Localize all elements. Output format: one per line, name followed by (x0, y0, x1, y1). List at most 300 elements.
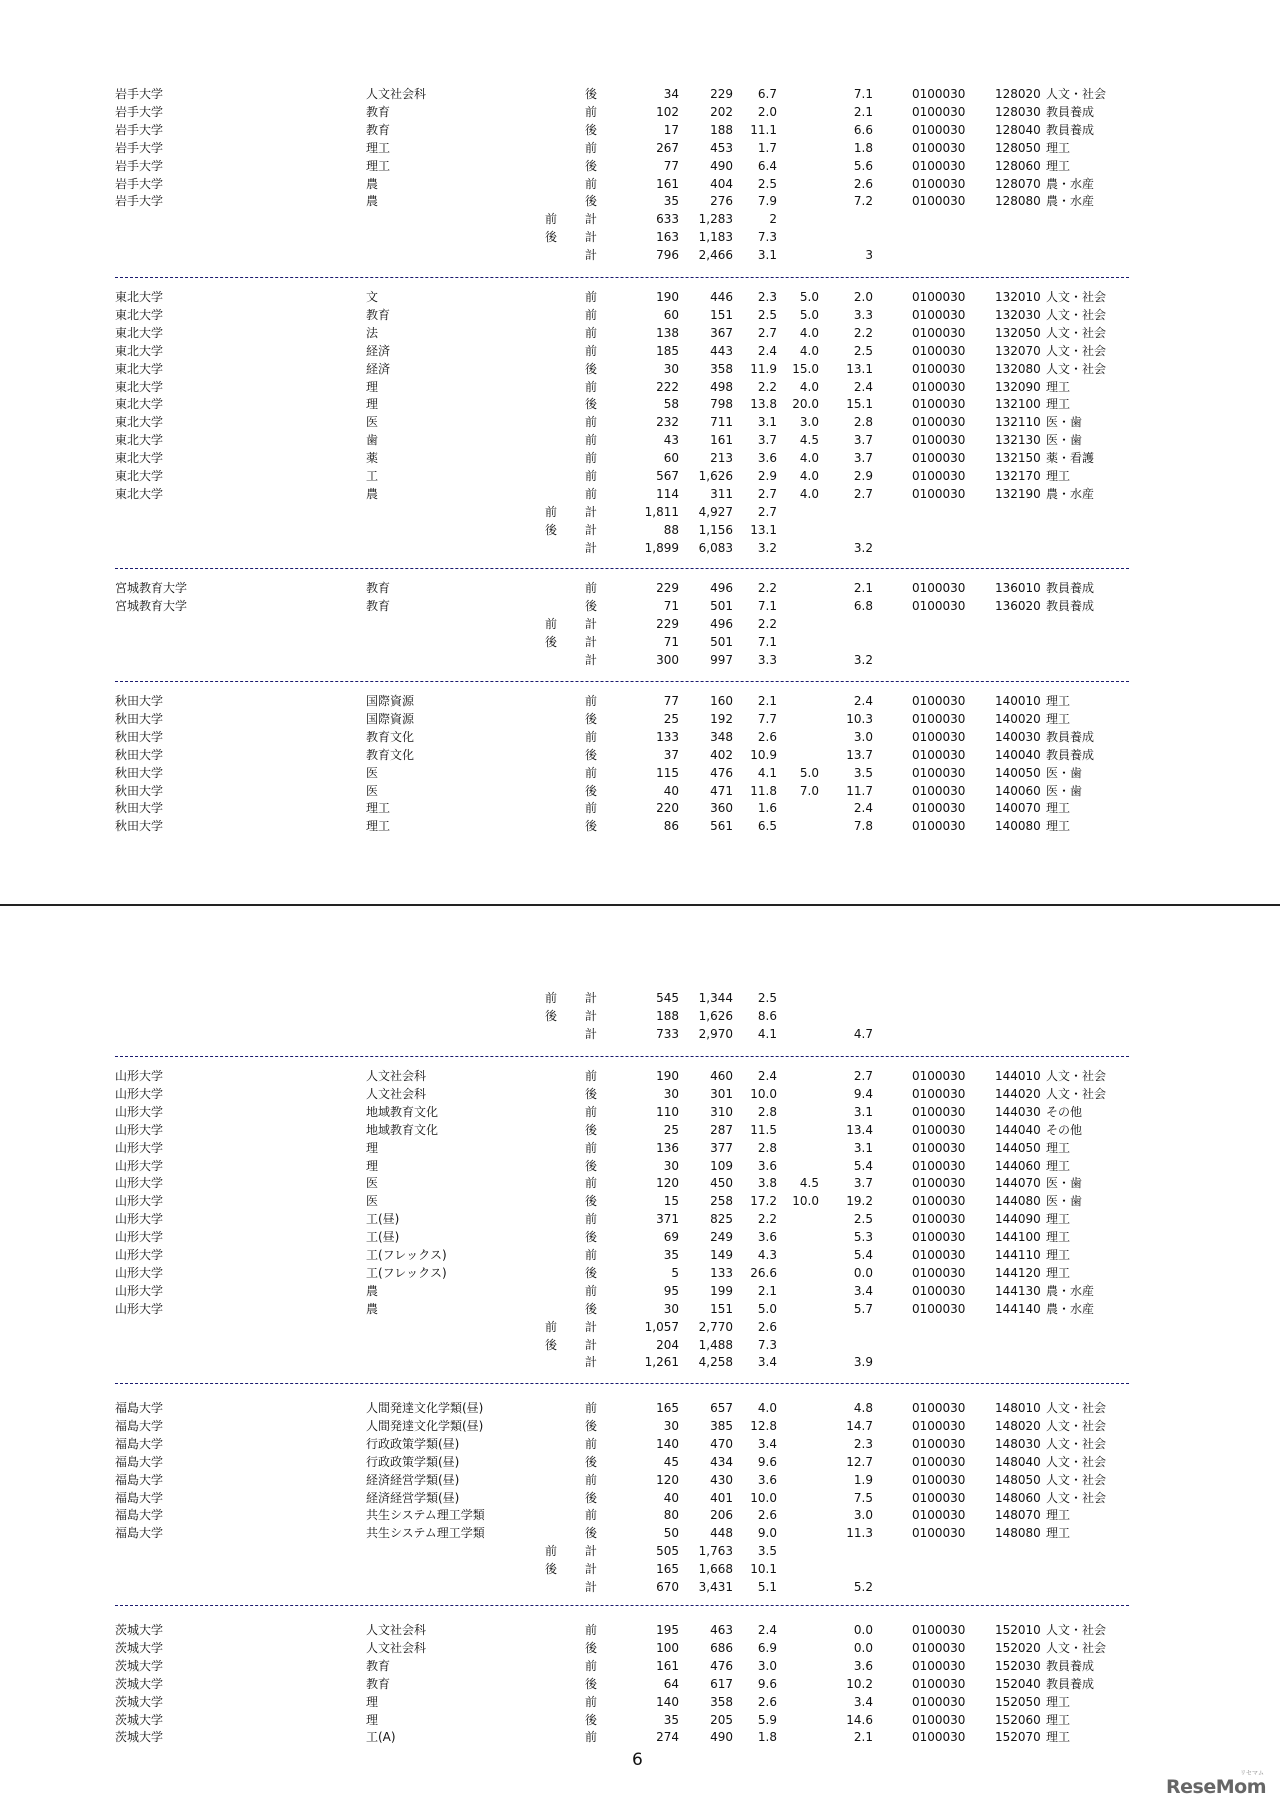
schedule-cell: 後 (585, 1490, 598, 1505)
dept-code-cell: 152040 (995, 1676, 1041, 1691)
ratio-cell: 4.0 (757, 1401, 777, 1415)
field-cell: 理工 (1046, 1212, 1071, 1227)
code-cell: 0100030 (912, 581, 966, 595)
applicants-cell: 358 (710, 1694, 733, 1709)
university-cell: 東北大学 (115, 307, 164, 322)
ratio-cell: 2.7 (757, 504, 777, 519)
field-cell: 理工 (1046, 1265, 1071, 1280)
field-cell: 理工 (1046, 694, 1071, 708)
ratio-cell: 11.5 (750, 1122, 777, 1137)
code-cell: 0100030 (912, 819, 966, 834)
field-cell: 農・水産 (1046, 1301, 1095, 1316)
faculty-cell: 工 (366, 469, 379, 483)
field-cell: 理工 (1046, 1730, 1071, 1745)
capacity-cell: 185 (656, 343, 679, 358)
code-cell: 0100030 (912, 729, 966, 744)
table-row (0, 1418, 1280, 1435)
ratio-cell: 2.9 (757, 469, 777, 483)
table-row (0, 176, 1280, 193)
code-cell: 0100030 (912, 433, 966, 448)
ratio-cell: 6.9 (757, 1640, 777, 1655)
dept-code-cell: 152020 (995, 1640, 1041, 1655)
table-row (0, 1158, 1280, 1175)
table-row (0, 1472, 1280, 1489)
table-row (0, 122, 1280, 139)
schedule-cell: 後 (585, 1640, 598, 1655)
faculty-cell: 農 (366, 176, 379, 191)
faculty-cell: 医 (366, 1176, 379, 1191)
faculty-cell: 農 (366, 486, 379, 501)
code-cell: 0100030 (912, 747, 966, 762)
code-cell: 0100030 (912, 1122, 966, 1137)
ratio-cell: 2.2 (757, 616, 777, 631)
dept-code-cell: 144120 (995, 1265, 1041, 1280)
applicants-cell: 2,770 (698, 1319, 733, 1334)
prev-ratio-cell: 5.4 (853, 1248, 873, 1262)
applicants-cell: 1,344 (698, 991, 733, 1005)
schedule-cell: 後 (585, 1301, 598, 1316)
schedule-cell: 後 (585, 1122, 598, 1137)
applicants-cell: 367 (710, 325, 733, 340)
dept-code-cell: 132050 (995, 325, 1041, 340)
code-cell: 0100030 (912, 783, 966, 798)
capacity-cell: 161 (656, 176, 679, 191)
code-cell: 0100030 (912, 379, 966, 394)
schedule-cell: 後 (585, 194, 598, 209)
prev-ratio-cell: 7.5 (853, 1490, 873, 1505)
university-cell: 茨城大学 (115, 1676, 164, 1691)
schedule-cell: 前 (585, 415, 598, 430)
prev-ratio-cell: 3.7 (853, 1176, 873, 1191)
capacity-cell: 140 (656, 1436, 679, 1451)
applicants-cell: 229 (710, 87, 733, 101)
capacity-cell: 45 (663, 1454, 679, 1469)
dept-code-cell: 144030 (995, 1104, 1041, 1119)
prev-ratio-cell: 13.4 (846, 1122, 873, 1137)
code-cell: 0100030 (912, 343, 966, 358)
phase-cell: 前 (545, 1319, 558, 1334)
faculty-cell: 共生システム理工学類 (366, 1526, 485, 1541)
multiplier-cell: 4.0 (799, 325, 819, 340)
capacity-cell: 30 (663, 1301, 679, 1316)
table-row (0, 598, 1280, 615)
field-cell: 人文・社会 (1046, 1086, 1107, 1101)
faculty-cell: 教育 (366, 581, 391, 595)
schedule-cell: 後 (585, 1158, 598, 1173)
prev-ratio-cell: 7.2 (853, 194, 873, 209)
table-row (0, 1729, 1280, 1746)
capacity-cell: 35 (663, 1248, 679, 1262)
ratio-cell: 6.4 (757, 158, 777, 173)
phase-cell: 後 (545, 1337, 558, 1352)
faculty-cell: 農 (366, 1283, 379, 1298)
dept-code-cell: 132070 (995, 343, 1041, 358)
prev-ratio-cell: 14.6 (846, 1712, 873, 1727)
ratio-cell: 3.6 (757, 1472, 777, 1487)
table-row (0, 1354, 1280, 1371)
section-divider (115, 1056, 1129, 1057)
multiplier-cell: 4.0 (799, 451, 819, 466)
ratio-cell: 9.6 (757, 1676, 777, 1691)
dept-code-cell: 140010 (995, 694, 1041, 708)
dept-code-cell: 144050 (995, 1140, 1041, 1155)
ratio-cell: 2.6 (757, 729, 777, 744)
university-cell: 福島大学 (115, 1472, 164, 1487)
applicants-cell: 1,668 (698, 1562, 733, 1577)
university-cell: 東北大学 (115, 361, 164, 376)
multiplier-cell: 15.0 (792, 361, 819, 376)
applicants-cell: 310 (710, 1104, 733, 1119)
multiplier-cell: 5.0 (799, 307, 819, 322)
phase-cell: 前 (545, 504, 558, 519)
prev-ratio-cell: 2.4 (853, 379, 873, 394)
code-cell: 0100030 (912, 1176, 966, 1191)
dept-code-cell: 144090 (995, 1212, 1041, 1227)
schedule-cell: 計 (585, 522, 598, 537)
ratio-cell: 2.5 (757, 991, 777, 1005)
schedule-cell: 計 (585, 1026, 598, 1041)
applicants-cell: 402 (710, 747, 733, 762)
applicants-cell: 446 (710, 290, 733, 304)
phase-cell: 後 (545, 230, 558, 245)
field-cell: 人文・社会 (1046, 1401, 1107, 1415)
field-cell: 教員養成 (1046, 747, 1095, 762)
table-row (0, 1561, 1280, 1578)
faculty-cell: 法 (366, 325, 379, 340)
faculty-cell: 行政政策学類(昼) (366, 1436, 460, 1451)
field-cell: 人文・社会 (1046, 1418, 1107, 1433)
table-row (0, 522, 1280, 539)
field-cell: 教員養成 (1046, 1658, 1095, 1673)
applicants-cell: 711 (710, 415, 733, 430)
dept-code-cell: 144100 (995, 1230, 1041, 1245)
university-cell: 山形大学 (115, 1194, 164, 1209)
code-cell: 0100030 (912, 87, 966, 101)
ratio-cell: 10.0 (750, 1086, 777, 1101)
field-cell: 人文・社会 (1046, 1436, 1107, 1451)
applicants-cell: 160 (710, 694, 733, 708)
schedule-cell: 計 (585, 540, 598, 555)
code-cell: 0100030 (912, 307, 966, 322)
capacity-cell: 69 (663, 1230, 679, 1245)
applicants-cell: 453 (710, 140, 733, 155)
field-cell: 人文・社会 (1046, 325, 1107, 340)
faculty-cell: 経済 (366, 343, 391, 358)
table-row (0, 580, 1280, 597)
table-row (0, 1579, 1280, 1596)
multiplier-cell: 4.0 (799, 486, 819, 501)
prev-ratio-cell: 3.6 (853, 1658, 873, 1673)
university-cell: 山形大学 (115, 1230, 164, 1245)
field-cell: 医・歯 (1046, 783, 1083, 798)
dept-code-cell: 136020 (995, 598, 1041, 613)
ratio-cell: 7.3 (757, 230, 777, 245)
table-row (0, 800, 1280, 817)
section-divider (115, 681, 1129, 682)
ratio-cell: 13.1 (750, 522, 777, 537)
prev-ratio-cell: 2.1 (853, 581, 873, 595)
capacity-cell: 120 (656, 1472, 679, 1487)
ratio-cell: 1.6 (757, 801, 777, 816)
dept-code-cell: 140020 (995, 711, 1041, 726)
faculty-cell: 工(A) (366, 1730, 396, 1745)
applicants-cell: 348 (710, 729, 733, 744)
university-cell: 福島大学 (115, 1401, 164, 1415)
faculty-cell: 地域教育文化 (366, 1122, 439, 1137)
table-row (0, 343, 1280, 360)
prev-ratio-cell: 15.1 (846, 397, 873, 412)
field-cell: 人文・社会 (1046, 361, 1107, 376)
resemom-logo (1166, 1770, 1266, 1798)
capacity-cell: 204 (656, 1337, 679, 1352)
ratio-cell: 2.6 (757, 1508, 777, 1523)
capacity-cell: 1,899 (644, 540, 679, 555)
capacity-cell: 567 (656, 469, 679, 483)
dept-code-cell: 128040 (995, 122, 1041, 137)
prev-ratio-cell: 3.9 (853, 1355, 873, 1370)
code-cell: 0100030 (912, 397, 966, 412)
capacity-cell: 1,057 (644, 1319, 679, 1334)
faculty-cell: 農 (366, 194, 379, 209)
dept-code-cell: 136010 (995, 581, 1041, 595)
table-row (0, 990, 1280, 1007)
university-cell: 秋田大学 (115, 747, 164, 762)
applicants-cell: 434 (710, 1454, 733, 1469)
dept-code-cell: 132030 (995, 307, 1041, 322)
dept-code-cell: 132170 (995, 469, 1041, 483)
capacity-cell: 114 (656, 486, 679, 501)
ratio-cell: 11.8 (750, 783, 777, 798)
dept-code-cell: 132080 (995, 361, 1041, 376)
capacity-cell: 733 (656, 1026, 679, 1041)
prev-ratio-cell: 3.3 (853, 307, 873, 322)
capacity-cell: 195 (656, 1623, 679, 1637)
code-cell: 0100030 (912, 1194, 966, 1209)
phase-cell: 前 (545, 616, 558, 631)
multiplier-cell: 4.0 (799, 379, 819, 394)
university-cell: 福島大学 (115, 1508, 164, 1523)
schedule-cell: 前 (585, 1140, 598, 1155)
prev-ratio-cell: 13.1 (846, 361, 873, 376)
field-cell: 理工 (1046, 711, 1071, 726)
applicants-cell: 463 (710, 1623, 733, 1637)
applicants-cell: 501 (710, 598, 733, 613)
university-cell: 岩手大学 (115, 158, 164, 173)
schedule-cell: 後 (585, 158, 598, 173)
faculty-cell: 医 (366, 783, 379, 798)
capacity-cell: 43 (663, 433, 679, 448)
multiplier-cell: 4.0 (799, 343, 819, 358)
faculty-cell: 理工 (366, 158, 391, 173)
schedule-cell: 前 (585, 469, 598, 483)
ratio-cell: 2.5 (757, 307, 777, 322)
table-row (0, 711, 1280, 728)
ratio-cell: 3.0 (757, 1658, 777, 1673)
prev-ratio-cell: 3.1 (853, 1140, 873, 1155)
faculty-cell: 工(昼) (366, 1230, 400, 1245)
dept-code-cell: 148070 (995, 1508, 1041, 1523)
prev-ratio-cell: 3 (865, 248, 873, 263)
field-cell: 教員養成 (1046, 598, 1095, 613)
code-cell: 0100030 (912, 1526, 966, 1541)
dept-code-cell: 144130 (995, 1283, 1041, 1298)
table-row (0, 361, 1280, 378)
university-cell: 東北大学 (115, 343, 164, 358)
prev-ratio-cell: 9.4 (853, 1086, 873, 1101)
dept-code-cell: 144080 (995, 1194, 1041, 1209)
university-cell: 福島大学 (115, 1418, 164, 1433)
table-row (0, 414, 1280, 431)
capacity-cell: 77 (663, 158, 679, 173)
ratio-cell: 2.2 (757, 379, 777, 394)
ratio-cell: 2.4 (757, 1623, 777, 1637)
faculty-cell: 共生システム理工学類 (366, 1508, 485, 1523)
code-cell: 0100030 (912, 361, 966, 376)
schedule-cell: 前 (585, 140, 598, 155)
capacity-cell: 88 (663, 522, 679, 537)
capacity-cell: 120 (656, 1176, 679, 1191)
faculty-cell: 教育文化 (366, 729, 415, 744)
applicants-cell: 1,626 (698, 1008, 733, 1023)
capacity-cell: 267 (656, 140, 679, 155)
table-row (0, 1008, 1280, 1025)
prev-ratio-cell: 5.7 (853, 1301, 873, 1316)
prev-ratio-cell: 2.4 (853, 801, 873, 816)
code-cell: 0100030 (912, 1623, 966, 1637)
applicants-cell: 657 (710, 1401, 733, 1415)
table-row (0, 1640, 1280, 1657)
applicants-cell: 1,763 (698, 1544, 733, 1559)
dept-code-cell: 144060 (995, 1158, 1041, 1173)
applicants-cell: 276 (710, 194, 733, 209)
table-row (0, 1283, 1280, 1300)
dept-code-cell: 132110 (995, 415, 1041, 430)
applicants-cell: 3,431 (698, 1580, 733, 1594)
table-row (0, 450, 1280, 467)
code-cell: 0100030 (912, 801, 966, 816)
table-row (0, 486, 1280, 503)
code-cell: 0100030 (912, 1676, 966, 1691)
ratio-cell: 3.8 (757, 1176, 777, 1191)
schedule-cell: 計 (585, 230, 598, 245)
code-cell: 0100030 (912, 1212, 966, 1227)
schedule-cell: 前 (585, 290, 598, 304)
capacity-cell: 71 (663, 598, 679, 613)
field-cell: 農・水産 (1046, 486, 1095, 501)
applicants-cell: 561 (710, 819, 733, 834)
schedule-cell: 前 (585, 343, 598, 358)
ratio-cell: 5.0 (757, 1301, 777, 1316)
schedule-cell: 後 (585, 397, 598, 412)
schedule-cell: 前 (585, 1104, 598, 1119)
schedule-cell: 後 (585, 598, 598, 613)
field-cell: 人文・社会 (1046, 87, 1107, 101)
code-cell: 0100030 (912, 176, 966, 191)
applicants-cell: 490 (710, 158, 733, 173)
capacity-cell: 64 (663, 1676, 679, 1691)
table-row (0, 1525, 1280, 1542)
table-row (0, 1104, 1280, 1121)
university-cell: 東北大学 (115, 433, 164, 448)
multiplier-cell: 4.5 (799, 433, 819, 448)
faculty-cell: 医 (366, 415, 379, 430)
field-cell: 医・歯 (1046, 765, 1083, 780)
multiplier-cell: 7.0 (799, 783, 819, 798)
table-row (0, 634, 1280, 651)
applicants-cell: 206 (710, 1508, 733, 1523)
capacity-cell: 1,811 (644, 504, 679, 519)
faculty-cell: 教育 (366, 307, 391, 322)
faculty-cell: 教育 (366, 122, 391, 137)
prev-ratio-cell: 3.1 (853, 1104, 873, 1119)
schedule-cell: 計 (585, 504, 598, 519)
prev-ratio-cell: 19.2 (846, 1194, 873, 1209)
applicants-cell: 311 (710, 486, 733, 501)
table-row (0, 396, 1280, 413)
dept-code-cell: 140080 (995, 819, 1041, 834)
applicants-cell: 460 (710, 1069, 733, 1083)
schedule-cell: 前 (585, 581, 598, 595)
schedule-cell: 前 (585, 1248, 598, 1262)
university-cell: 山形大学 (115, 1158, 164, 1173)
capacity-cell: 136 (656, 1140, 679, 1155)
phase-cell: 後 (545, 522, 558, 537)
applicants-cell: 430 (710, 1472, 733, 1487)
schedule-cell: 計 (585, 652, 598, 667)
table-row (0, 818, 1280, 835)
applicants-cell: 161 (710, 433, 733, 448)
code-cell: 0100030 (912, 1418, 966, 1433)
dept-code-cell: 152030 (995, 1658, 1041, 1673)
table-row (0, 468, 1280, 485)
university-cell: 東北大学 (115, 325, 164, 340)
code-cell: 0100030 (912, 1230, 966, 1245)
university-cell: 岩手大学 (115, 122, 164, 137)
faculty-cell: 歯 (366, 433, 379, 448)
capacity-cell: 30 (663, 1158, 679, 1173)
code-cell: 0100030 (912, 1283, 966, 1298)
field-cell: 理工 (1046, 1248, 1071, 1262)
faculty-cell: 行政政策学類(昼) (366, 1454, 460, 1469)
university-cell: 秋田大学 (115, 765, 164, 780)
field-cell: 人文・社会 (1046, 1640, 1107, 1655)
faculty-cell: 教育文化 (366, 747, 415, 762)
dept-code-cell: 144140 (995, 1301, 1041, 1316)
code-cell: 0100030 (912, 1694, 966, 1709)
university-cell: 山形大学 (115, 1122, 164, 1137)
multiplier-cell: 4.0 (799, 469, 819, 483)
dept-code-cell: 140030 (995, 729, 1041, 744)
applicants-cell: 301 (710, 1086, 733, 1101)
capacity-cell: 34 (663, 87, 679, 101)
applicants-cell: 213 (710, 451, 733, 466)
field-cell: 農・水産 (1046, 194, 1095, 209)
schedule-cell: 前 (585, 1283, 598, 1298)
ratio-cell: 2.6 (757, 1319, 777, 1334)
field-cell: その他 (1046, 1104, 1083, 1119)
field-cell: 理工 (1046, 397, 1071, 412)
table-row (0, 1658, 1280, 1675)
code-cell: 0100030 (912, 1248, 966, 1262)
dept-code-cell: 140040 (995, 747, 1041, 762)
schedule-cell: 後 (585, 1194, 598, 1209)
field-cell: 医・歯 (1046, 415, 1083, 430)
capacity-cell: 71 (663, 634, 679, 649)
schedule-cell: 計 (585, 1355, 598, 1370)
prev-ratio-cell: 10.2 (846, 1676, 873, 1691)
ratio-cell: 11.1 (750, 122, 777, 137)
code-cell: 0100030 (912, 1712, 966, 1727)
